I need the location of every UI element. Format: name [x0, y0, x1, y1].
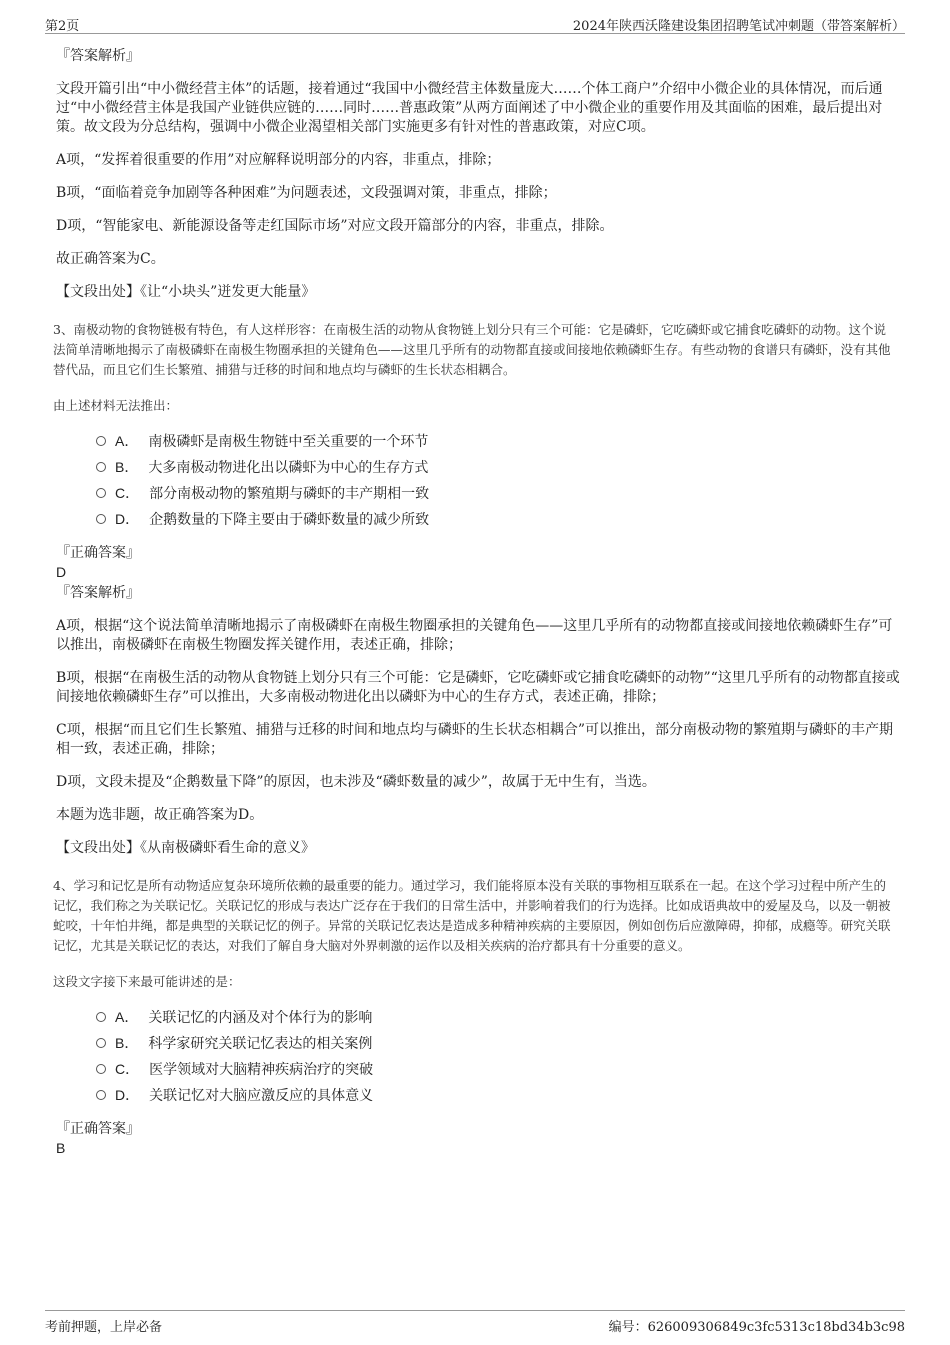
q4-option-c[interactable]: C． 医学领域对大脑精神疾病治疗的突破 [96, 1056, 906, 1082]
footer-slogan: 考前押题，上岸必备 [45, 1320, 163, 1335]
radio-icon[interactable] [96, 488, 106, 498]
q4-option-b[interactable]: B． 科学家研究关联记忆表达的相关案例 [96, 1030, 906, 1056]
q2-analysis-b: B项，“面临着竞争加剧等各种困难”为问题表述，文段强调对策，非重点，排除； [56, 185, 557, 201]
q3-source: 【文段出处】《从南极磷虾看生命的意义》 [56, 840, 315, 856]
q3-answer: D [56, 564, 67, 580]
q4-options [96, 1004, 906, 1108]
q2-analysis-a: A项，“发挥着很重要的作用”对应解释说明部分的内容，非重点，排除； [56, 152, 501, 168]
document-title: 2024年陕西沃隆建设集团招聘笔试冲刺题（带答案解析） [572, 19, 905, 34]
q3-analysis-label: 『答案解析』 [56, 585, 140, 601]
radio-icon[interactable] [96, 462, 106, 472]
q3-analysis-d: D项，文段未提及“企鹅数量下降”的原因，也未涉及“磷虾数量的减少”，故属于无中生有，当选。 [56, 774, 656, 790]
radio-icon[interactable] [96, 1064, 106, 1074]
q3-answer-label: 『正确答案』 [56, 545, 140, 561]
q3-stem: 3、南极动物的食物链极有特色，有人这样形容：在南极生活的动物从食物链上划分只有三个可能：它是磷虾，它吃磷虾或它捕食吃磷虾的动物。这个说法简单清晰地揭示了南极磷虾在南极生物圈承担的关键角色——这里几乎所有的动物都直接或间接地依赖磷虾生存。有些动物的食谱只有磷虾，没有其他替代品，而且它们生长繁殖、捕猎与迁移的时间和地点均与磷虾的生长状态相耦合。 [53, 322, 891, 377]
document-id: 编号：626009306849c3fc5313c18bd34b3c98 [608, 1320, 905, 1335]
q2-analysis-d: D项，“智能家电、新能源设备等走红国际市场”对应文段开篇部分的内容，非重点，排除。 [56, 218, 614, 234]
q3-option-b[interactable]: B． 大多南极动物进化出以磷虾为中心的生存方式 [96, 454, 906, 480]
q3-analysis-c: C项，根据“而且它们生长繁殖、捕猎与迁移的时间和地点均与磷虾的生长状态相耦合”可以推出，部分南极动物的繁殖期与磷虾的丰产期相一致，表述正确，排除； [56, 722, 894, 757]
q4-stem: 4、学习和记忆是所有动物适应复杂环境所依赖的最重要的能力。通过学习，我们能将原本没有关联的事物相互联系在一起。在这个学习过程中所产生的记忆，我们称之为关联记忆。关联记忆的形成与表达广泛存在于我们的日常生活中，并影响着我们的行为选择。比如成语典故中的爱屋及乌，以及一朝被蛇咬，十年怕井绳，都是典型的关联记忆的例子。异常的关联记忆表达是造成多种精神疾病的主要原因，例如创伤后应激障碍，抑郁，成瘾等。研究关联记忆，尤其是关联记忆的表达，对我们了解自身大脑对外界刺激的运作以及相关疾病的治疗都具有十分重要的意义。 [53, 878, 891, 953]
q3-option-a[interactable]: A． 南极磷虾是南极生物链中至关重要的一个环节 [96, 428, 906, 454]
radio-icon[interactable] [96, 1090, 106, 1100]
q2-source: 【文段出处】《让“小块头”迸发更大能量》 [56, 284, 316, 300]
q2-conclusion: 故正确答案为C。 [56, 251, 165, 267]
q3-option-c[interactable]: C． 部分南极动物的繁殖期与磷虾的丰产期相一致 [96, 480, 906, 506]
q3-options [96, 428, 906, 532]
page-footer [45, 1310, 905, 1340]
q2-analysis-paragraph: 文段开篇引出“中小微经营主体”的话题，接着通过“我国中小微经营主体数量庞大……个体工商户”介绍中小微企业的具体情况，而后通过“中小微经营主体是我国产业链供应链的……同时……普惠政策”从两方面阐述了中小微企业的重要作用及其面临的困难，最后提出对策。故文段为分总结构，强调中小微企业渴望相关部门实施更多有针对性的普惠政策，对应C项。 [56, 81, 883, 135]
q3-option-d[interactable]: D． 企鹅数量的下降主要由于磷虾数量的减少所致 [96, 506, 906, 532]
page-header [45, 12, 905, 34]
radio-icon[interactable] [96, 1038, 106, 1048]
page-number: 第2页 [45, 19, 80, 34]
q3-prompt: 由上述材料无法推出： [53, 398, 179, 413]
radio-icon[interactable] [96, 436, 106, 446]
q3-conclusion: 本题为选非题，故正确答案为D。 [56, 807, 264, 823]
q3-analysis-b: B项，根据“在南极生活的动物从食物链上划分只有三个可能：它是磷虾，它吃磷虾或它捕食吃磷虾的动物”“这里几乎所有的动物都直接或间接地依赖磷虾生存”可以推出，大多南极动物进化出以磷虾为中心的生存方式，表述正确，排除； [56, 670, 900, 705]
q2-analysis-label: 『答案解析』 [56, 48, 140, 64]
radio-icon[interactable] [96, 1012, 106, 1022]
q4-option-d[interactable]: D． 关联记忆对大脑应激反应的具体意义 [96, 1082, 906, 1108]
q4-answer-label: 『正确答案』 [56, 1121, 140, 1137]
q4-answer: B [56, 1140, 66, 1156]
q4-prompt: 这段文字接下来最可能讲述的是： [53, 974, 241, 989]
main-content [53, 47, 906, 1160]
q4-option-a[interactable]: A． 关联记忆的内涵及对个体行为的影响 [96, 1004, 906, 1030]
q3-analysis-a: A项，根据“这个说法简单清晰地揭示了南极磷虾在南极生物圈承担的关键角色——这里几乎所有的动物都直接或间接地依赖磷虾生存”可以推出，南极磷虾在南极生物圈发挥关键作用，表述正确，排除； [56, 618, 893, 653]
radio-icon[interactable] [96, 514, 106, 524]
